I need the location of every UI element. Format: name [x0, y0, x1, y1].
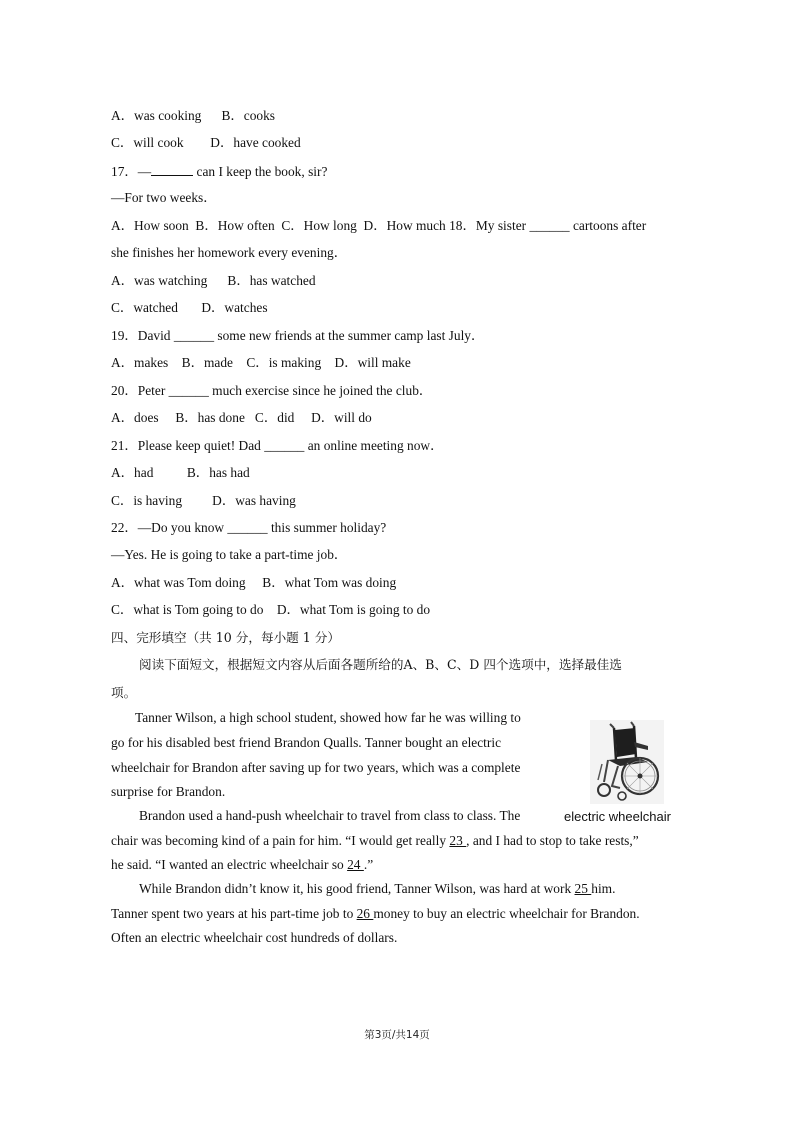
blank-23: 23	[449, 833, 467, 848]
passage-line: Often an electric wheelchair cost hundreds of dollars.	[111, 930, 398, 945]
blank-26: 26	[356, 906, 374, 921]
q22-options-ab: A．what was Tom doing B．what Tom was doing	[111, 575, 397, 590]
passage-line: Tanner spent two years at his part-time job to 26 money to buy an electric wheelchair for Brandon.	[111, 906, 640, 921]
blank-24: 24	[347, 857, 364, 872]
passage-line: go for his disabled best friend Brandon Qualls. Tanner bought an electric	[111, 735, 502, 750]
q16-options-ab: A．was cooking B．cooks	[111, 108, 276, 123]
q19-options: A．makes B．made C．is making D．will make	[111, 355, 411, 370]
section-instruction: 阅读下面短文，根据短文内容从后面各题所给的A、B、C、D 四个选项中，选择最佳选	[139, 657, 622, 672]
q17-answer: —For two weeks．	[111, 190, 217, 205]
image-caption: electric wheelchair	[564, 809, 671, 824]
passage-line: Tanner Wilson, a high school student, showed how far he was willing to	[135, 710, 521, 725]
passage-line: wheelchair for Brandon after saving up for two years, which was a complete	[111, 760, 521, 775]
q19-stem: 19．David ______ some new friends at the summer camp last July．	[111, 328, 485, 343]
q22-stem: 22．—Do you know ______ this summer holiday?	[111, 520, 387, 535]
q17-stem: 17．— can I keep the book, sir?	[111, 164, 328, 179]
q16-options-cd: C．will cook D．have cooked	[111, 135, 301, 150]
section-instruction-cont: 项。	[111, 685, 137, 700]
q18-options-ab: A．was watching B．has watched	[111, 273, 316, 288]
q22-options-cd: C．what is Tom going to do D．what Tom is going to do	[111, 602, 431, 617]
passage-line: surprise for Brandon.	[111, 784, 226, 799]
passage-line: While Brandon didn’t know it, his good friend, Tanner Wilson, was hard at work 25 him.	[139, 881, 616, 896]
section-title: 四、完形填空（共 10 分，每小题 1 分）	[111, 630, 340, 645]
q18-options-cd: C．watched D．watches	[111, 300, 268, 315]
q20-options: A．does B．has done C．did D．will do	[111, 410, 372, 425]
q21-stem: 21．Please keep quiet! Dad ______ an online meeting now．	[111, 438, 444, 453]
passage-line: chair was becoming kind of a pain for him. “I would get really 23 , and I had to stop to take rests,”	[111, 833, 639, 848]
q17-options-q18-stem: A．How soon B．How often C．How long D．How much 18．My sister ______ cartoons after	[111, 218, 647, 233]
q18-stem-cont: she finishes her homework every evening．	[111, 245, 348, 260]
page-number: 第3页/共14页	[364, 1029, 430, 1041]
q22-reply: —Yes. He is going to take a part-time job．	[111, 547, 348, 562]
wheelchair-image	[590, 720, 664, 804]
passage-line: he said. “I wanted an electric wheelchair so 24 .”	[111, 857, 374, 872]
passage-line: Brandon used a hand-push wheelchair to travel from class to class. The	[139, 808, 521, 823]
q17-blank	[151, 162, 193, 176]
q21-options-ab: A．had B．has had	[111, 465, 250, 480]
q21-options-cd: C．is having D．was having	[111, 493, 296, 508]
blank-25: 25	[574, 881, 592, 896]
q20-stem: 20．Peter ______ much exercise since he joined the club．	[111, 383, 433, 398]
